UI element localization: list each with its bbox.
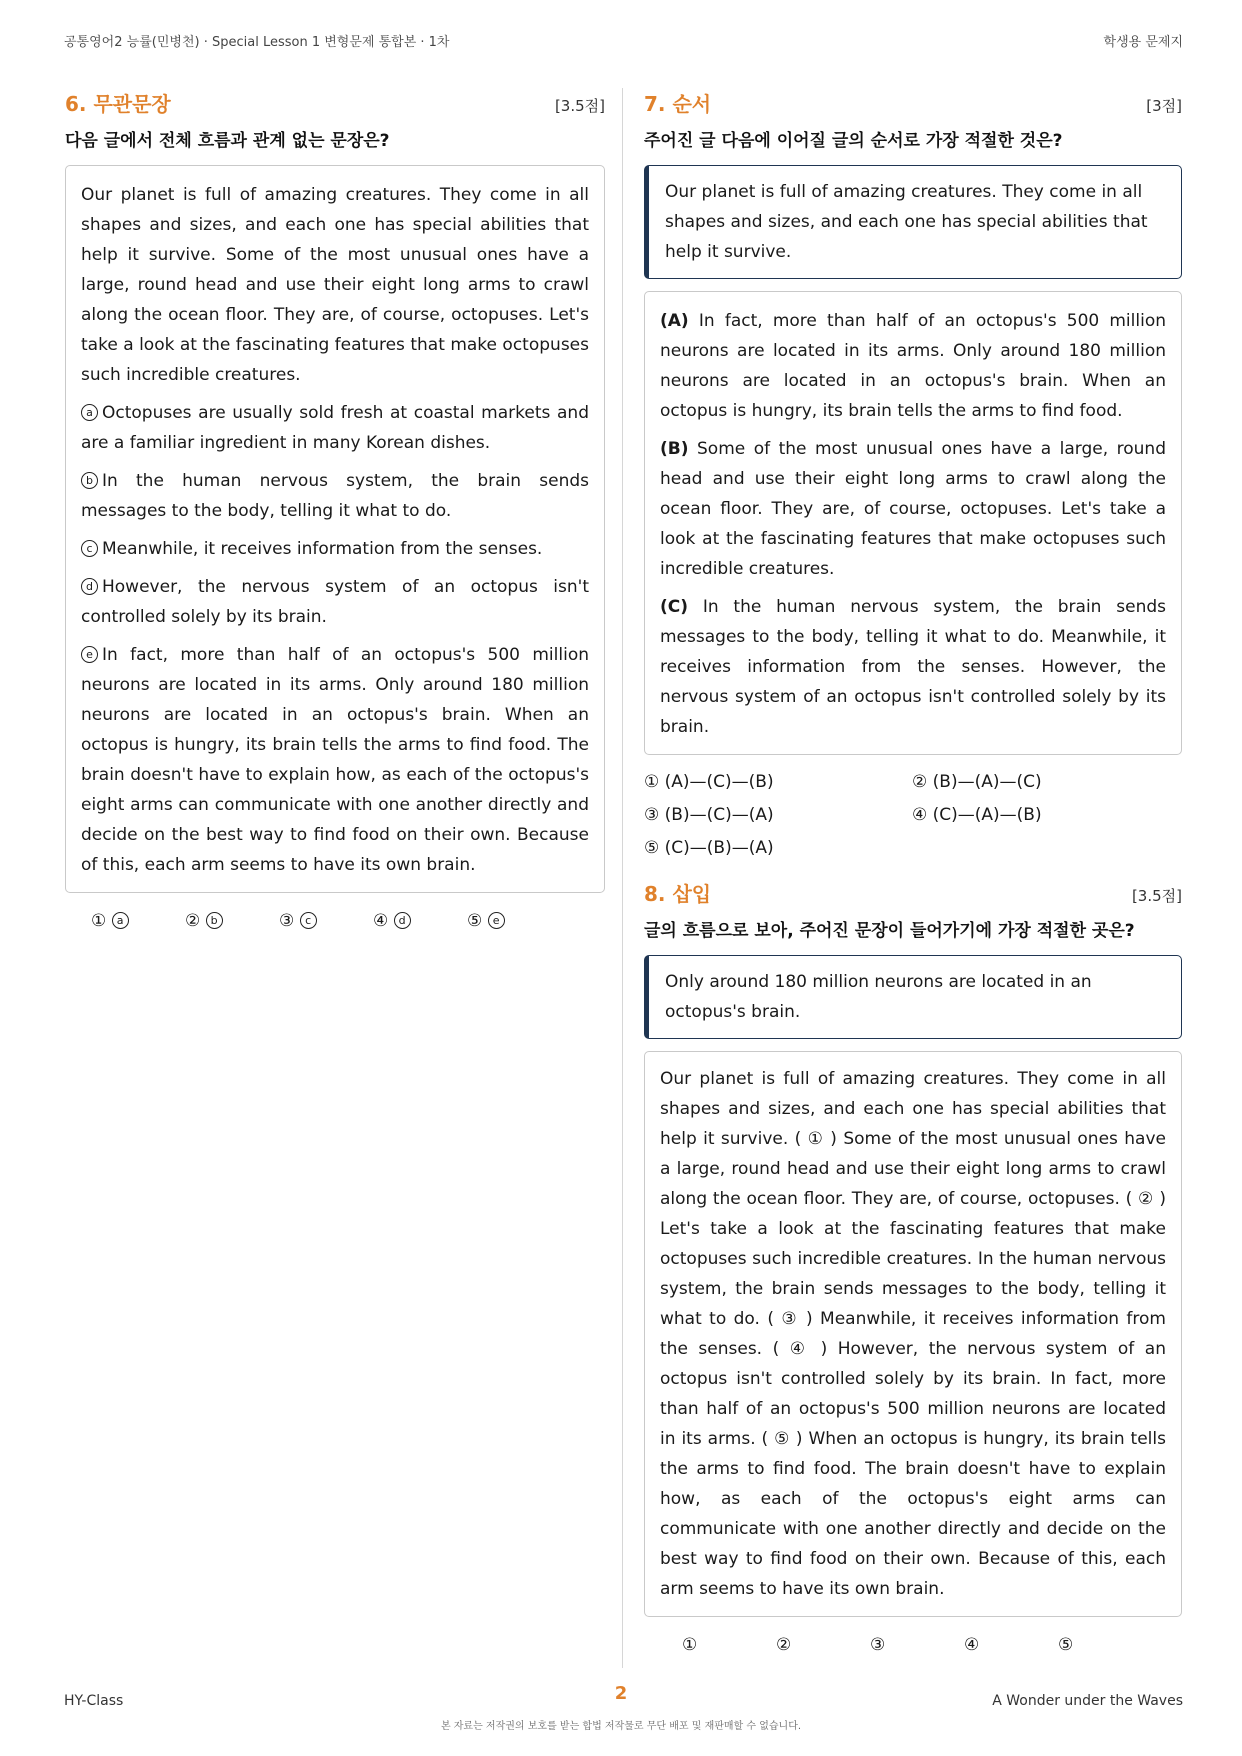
mark-e-icon: e	[488, 912, 505, 929]
footer-left: HY-Class	[64, 1693, 124, 1709]
q8-choice-5[interactable]: ⑤	[1058, 1635, 1074, 1655]
q8-heading	[644, 878, 1182, 908]
q6-sentence-a: a Octopuses are usually sold fresh at coastal markets and are a familiar ingredient in many Korean dishes.	[81, 403, 589, 453]
mark-b-icon: b	[81, 472, 98, 489]
q6-passage-box	[65, 165, 605, 893]
q6-sentence-e: e In fact, more than half of an octopus's 500 million neurons are located in its arms. Only around 180 million neurons are located in an octopus's brain. When an octopus is hungry, its brain tells the arms to find food. The brain doesn't have to explain how, as each of the octopus's eight arms can communicate with one another directly and decide on the best way to find food on their own. Because of this, each arm seems to have its own brain.	[81, 645, 589, 875]
q7-option-4[interactable]: ④ (C)—(A)—(B)	[912, 804, 1042, 825]
q8-choice-2[interactable]: ②	[776, 1635, 792, 1655]
mark-c-icon: c	[81, 540, 98, 557]
q8-choices	[644, 1635, 1182, 1655]
q6-sentence-c: c Meanwhile, it receives information from the senses.	[81, 534, 589, 564]
copyright-notice: 본 자료는 저작권의 보호를 받는 합법 저작물로 무단 배포 및 재판매할 수 없습니다.	[440, 1721, 802, 1732]
q7-parts-box	[644, 291, 1182, 755]
header-right: 학생용 문제지	[1103, 35, 1183, 50]
mark-c-icon: c	[300, 912, 317, 929]
q6-intro: Our planet is full of amazing creatures. They come in all shapes and sizes, and each one has special abilities that help it survive. Some of the most unusual ones have a large, round head and use their eight long arms to crawl along the ocean floor. They are, of course, octopuses. Let's take a look at the fascinating features that make octopuses such incredible creatures.	[81, 185, 589, 385]
q7-heading	[644, 88, 1182, 118]
header-left: 공통영어2 능률(민병천) · Special Lesson 1 변형문제 통합본 · 1차	[64, 35, 450, 50]
q8-points: [3.5점]	[1131, 887, 1182, 905]
q6-choice-2[interactable]: ② b	[185, 911, 279, 931]
q6-points: [3.5점]	[554, 97, 605, 115]
column-divider	[622, 88, 623, 1668]
q7-title: 7. 순서	[644, 92, 712, 116]
q6-choice-5[interactable]: ⑤ e	[467, 911, 561, 931]
mark-d-icon: d	[81, 578, 98, 595]
question-6	[65, 88, 605, 931]
q6-sentence-d: d However, the nervous system of an octopus isn't controlled solely by its brain.	[81, 577, 589, 627]
q8-choice-3[interactable]: ③	[870, 1635, 886, 1655]
q7-question: 주어진 글 다음에 이어질 글의 순서로 가장 적절한 것은?	[644, 131, 1063, 151]
q7-option-1[interactable]: ① (A)—(C)—(B)	[644, 771, 774, 792]
q8-given-box: Only around 180 million neurons are located in an octopus's brain.	[644, 955, 1182, 1039]
q8-choice-4[interactable]: ④	[964, 1635, 980, 1655]
q8-title: 8. 삽입	[644, 882, 712, 906]
q7-options	[644, 765, 1182, 864]
q6-choice-3[interactable]: ③ c	[279, 911, 373, 931]
q7-points: [3점]	[1146, 97, 1182, 115]
page-number: 2	[614, 1683, 628, 1704]
q8-question: 글의 흐름으로 보아, 주어진 문장이 들어가기에 가장 적절한 곳은?	[644, 921, 1135, 941]
q6-choices	[65, 911, 605, 931]
q7-option-3[interactable]: ③ (B)—(C)—(A)	[644, 804, 774, 825]
q6-choice-1[interactable]: ① a	[91, 911, 185, 931]
mark-e-icon: e	[81, 646, 98, 663]
q7-option-5[interactable]: ⑤ (C)—(B)—(A)	[644, 837, 774, 858]
mark-a-icon: a	[81, 404, 98, 421]
q7-given-box: Our planet is full of amazing creatures. They come in all shapes and sizes, and each one has special abilities that help it survive.	[644, 165, 1182, 279]
q6-title: 6. 무관문장	[65, 92, 171, 116]
right-column	[644, 88, 1182, 1655]
question-8	[644, 878, 1182, 1655]
q8-passage-box: Our planet is full of amazing creatures. They come in all shapes and sizes, and each one has special abilities that help it survive. ( ① ) Some of the most unusual ones have a large, round head and use their eight long arms to crawl along the ocean floor. They are, of course, octopuses. ( ② ) Let's take a look at the fascinating features that make octopuses such incredible creatures. In the human nervous system, the brain sends messages to the body, telling it what to do. ( ③ ) Meanwhile, it receives information from the senses. ( ④ ) However, the nervous system of an octopus isn't controlled solely by its brain. In fact, more than half of an octopus's 500 million neurons are located in its arms. ( ⑤ ) When an octopus is hungry, its brain tells the arms to find food. The brain doesn't have to explain how, as each of the octopus's eight arms can communicate with one another directly and decide on the best way to find food on their own. Because of this, each arm seems to have its own brain.	[644, 1051, 1182, 1617]
question-7	[644, 88, 1182, 864]
q8-choice-1[interactable]: ①	[682, 1635, 698, 1655]
q7-part-b: (B) Some of the most unusual ones have a large, round head and use their eight long arms to crawl along the ocean floor. They are, of course, octopuses. Let's take a look at the fascinating features that make octopuses such incredible creatures.	[660, 439, 1166, 579]
q7-part-a: (A) In fact, more than half of an octopus's 500 million neurons are located in its arms. Only around 180 million neurons are located in an octopus's brain. When an octopus is hungry, its brain tells the arms to find food.	[660, 311, 1166, 421]
q6-question: 다음 글에서 전체 흐름과 관계 없는 문장은?	[65, 131, 390, 151]
mark-d-icon: d	[394, 912, 411, 929]
q6-choice-4[interactable]: ④ d	[373, 911, 467, 931]
q7-option-2[interactable]: ② (B)—(A)—(C)	[912, 771, 1042, 792]
q6-heading	[65, 88, 605, 118]
q7-part-c: (C) In the human nervous system, the brain sends messages to the body, telling it what to do. Meanwhile, it receives information from the senses. However, the nervous system of an octopus isn't controlled solely by its brain.	[660, 597, 1166, 737]
mark-a-icon: a	[112, 912, 129, 929]
q6-sentence-b: b In the human nervous system, the brain sends messages to the body, telling it what to do.	[81, 471, 589, 521]
footer-right: A Wonder under the Waves	[992, 1693, 1183, 1709]
mark-b-icon: b	[206, 912, 223, 929]
